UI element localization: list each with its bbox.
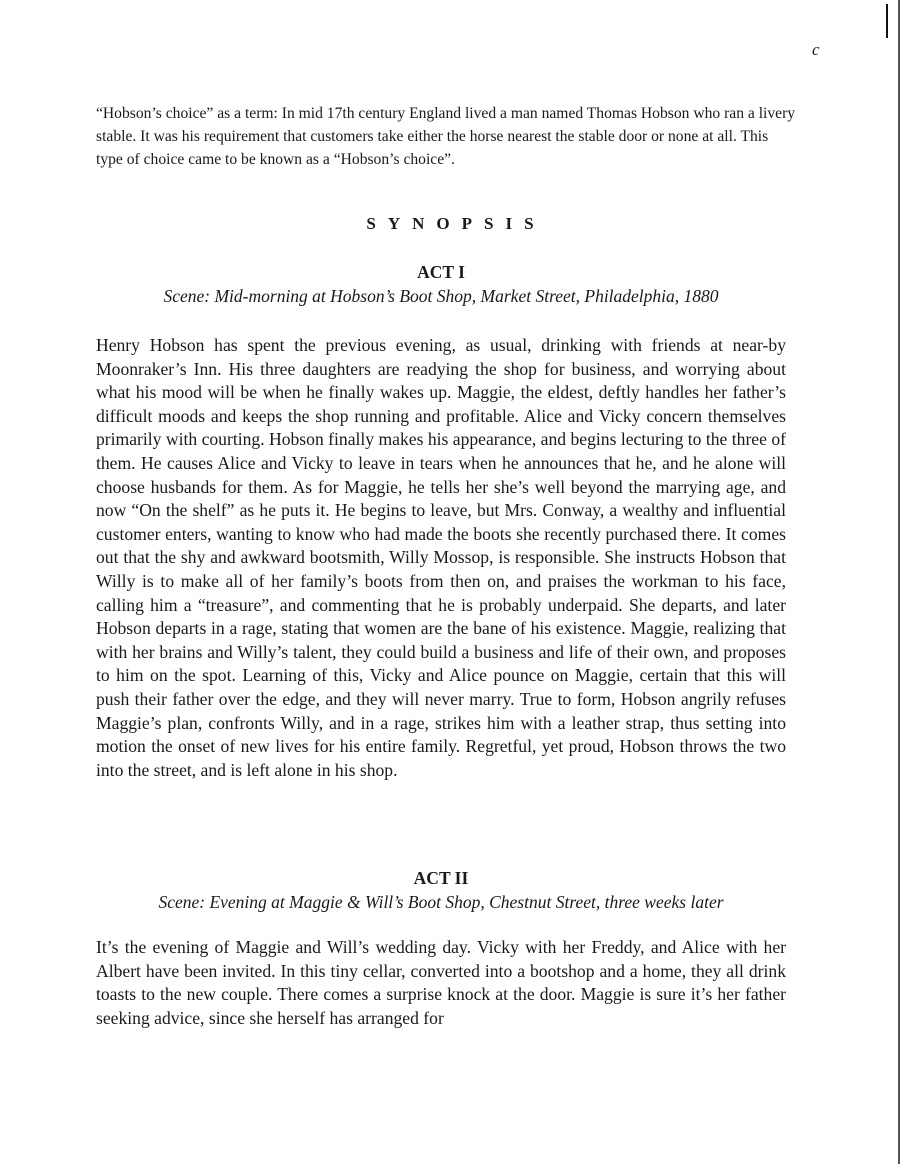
act-1-scene: Scene: Mid-morning at Hobson’s Boot Shop, Market Street, Philadelphia, 1880 bbox=[163, 286, 719, 306]
corner-mark: c bbox=[812, 40, 820, 59]
act-2-heading: ACT II bbox=[413, 868, 469, 888]
page-edge-mark bbox=[886, 4, 888, 38]
intro-note: “Hobson’s choice” as a term: In mid 17th century England lived a man named Thomas Hobson who ran a livery stable. It was his requirement that customers take either the horse nearest the stable door or none at all. This type of choice came to be known as a “Hobson’s choice”. bbox=[96, 105, 796, 168]
synopsis-heading: SYNOPSIS bbox=[366, 214, 546, 233]
act-1-heading: ACT I bbox=[417, 262, 465, 282]
act-1-summary: Henry Hobson has spent the previous evening, as usual, drinking with friends at near-by Moonraker’s Inn. His three daughters are readying the shop for business, and worrying about what his mood will be when he finally wakes up. Maggie, the eldest, deftly handles her father’s difficult moods and keeps the shop running and profitable. Alice and Vicky concern themselves primarily with courting. Hobson finally makes his appearance, and begins lecturing to the three of them. He causes Alice and Vicky to leave in tears when he announces that he, and he alone will choose husbands for them. As for Maggie, he tells her she’s well beyond the marrying age, and now “On the shelf” as he puts it. He begins to leave, but Mrs. Conway, a wealthy and influential customer enters, wanting to know who had made the boots she recently purchased there. It comes out that the shy and awkward bootsmith, Willy Mossop, is responsible. She instructs Hobson that Willy is to make all of her family’s boots from then on, and praises the workman to his face, calling him a “treasure”, and commenting that he is probably underpaid. She departs, and later Hobson departs in a rage, stating that women are the bane of his existence. Maggie, realizing that with her brains and Willy’s talent, they could build a business and life of their own, and proposes to him on the spot. Learning of this, Vicky and Alice pounce on Maggie, certain that this will push their father over the edge, and they will never marry. True to form, Hobson angrily refuses Maggie’s plan, confronts Willy, and in a rage, strikes him with a leather strap, thus setting into motion the onset of new lives for his entire family. Regretful, yet proud, Hobson throws the two into the street, and is left alone in his shop. bbox=[96, 335, 786, 780]
act-2-summary: It’s the evening of Maggie and Will’s wedding day. Vicky with her Freddy, and Alice with her Albert have been invited. In this tiny cellar, converted into a bootshop and a home, they all drink toasts to the new couple. There comes a surprise knock at the door. Maggie is sure it’s her father seeking advice, since she herself has arranged for bbox=[96, 937, 786, 1028]
act-2-scene: Scene: Evening at Maggie & Will’s Boot Shop, Chestnut Street, three weeks later bbox=[158, 892, 724, 912]
